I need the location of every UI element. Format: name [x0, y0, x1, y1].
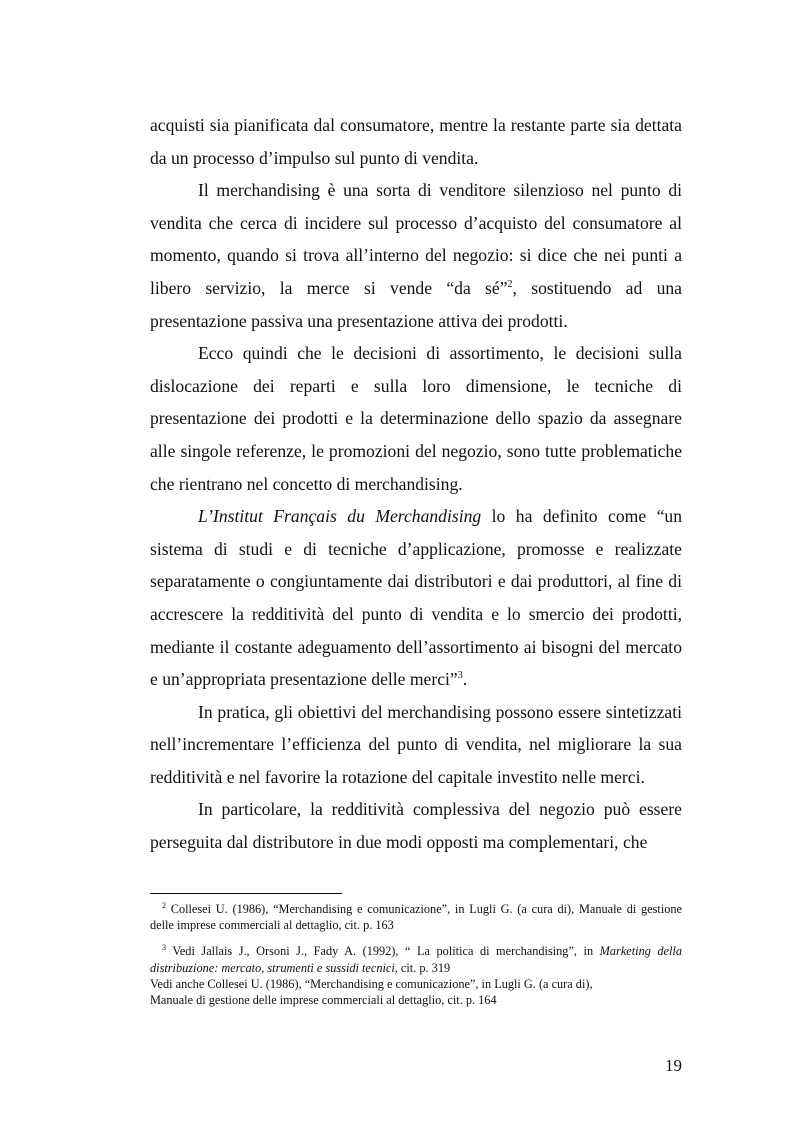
paragraph-decisions: Ecco quindi che le decisioni di assortimento, le decisioni sulla dislocazione dei reparti e sulla loro dimensione, le tecniche di presentazione dei prodotti e la determinazione dello spazio da assegnare alle singole referenze, le promozioni del negozio, sono tutte problematiche che rientrano nel concetto di merchandising. [150, 343, 682, 494]
page-body [150, 109, 682, 859]
paragraph-objectives: In pratica, gli obiettivi del merchandising possono essere sintetizzati nell’incrementare l’efficienza del punto di vendita, nel migliorare la sua redditività e nel favorire la rotazione del capitale investito nelle merci. [150, 701, 682, 787]
footnote-2: $^2$ Collesei U. (1986), “Merchandising e comunicazione”, in Lugli G. (a cura di), Manuale di gestione delle imprese commerciali al dettaglio, cit. p. 163 [150, 901, 683, 933]
footnote-separator [150, 893, 342, 894]
footnote-ref-3[interactable]: 3 [457, 670, 463, 682]
paragraph-merchandising-silent-seller: Il merchandising è una sorta di venditore silenzioso nel punto di vendita che cerca di incidere sul processo d’acquisto del consumatore al momento, quando si trova all’interno del negozio: si dice che nei punti a libero servizio, la merce si vende “da sé”$^2$, sostituendo ad una presentazione passiva una presentazione attiva dei prodotti. [150, 180, 682, 331]
footnote-number: 2 [162, 901, 166, 910]
footnote-3: $^3$ Vedi Jallais J., Orsoni J., Fady A. (1992), “ La politica di merchandising”, in Marketing della distribuzione: mercato, strumenti e sussidi tecnici, cit. p. 319 [150, 943, 682, 975]
paragraph-continuation: acquisti sia pianificata dal consumatore, mentre la restante parte sia dettata da un processo d’impulso sul punto di vendita. [150, 115, 682, 168]
paragraph-profitability: In particolare, la redditività complessiva del negozio può essere perseguita dal distributore in due modi opposti ma complementari, che [150, 799, 682, 853]
paragraph-institut-definition: L’Institut Français du Merchandising lo ha definito come “un sistema di studi e di tecniche d’applicazione, promosse e realizzate separatamente o congiuntamente dai distributori e dai produttori, al fine di accrescere la redditività del punto di vendita e lo smercio dei prodotti, mediante il costante adeguamento dell’assortimento ai bisogni del mercato e un’appropriata presentazione delle merci”$^3$. [150, 506, 682, 690]
footnote-ref-2[interactable]: 2 [507, 278, 513, 290]
page-number: 19 [665, 1056, 682, 1075]
footnotes [150, 901, 682, 1008]
footnote-3-line-2: Vedi anche Collesei U. (1986), “Merchandising e comunicazione”, in Lugli G. (a cura di), [150, 976, 593, 991]
footnote-3-line-3: Manuale di gestione delle imprese commerciali al dettaglio, cit. p. 164 [150, 993, 497, 1008]
institut-name: L’Institut Français du Merchandising [198, 506, 482, 527]
book-title: Marketing della distribuzione: mercato, strumenti e sussidi tecnici [150, 944, 682, 975]
footnote-number: 3 [162, 943, 166, 953]
